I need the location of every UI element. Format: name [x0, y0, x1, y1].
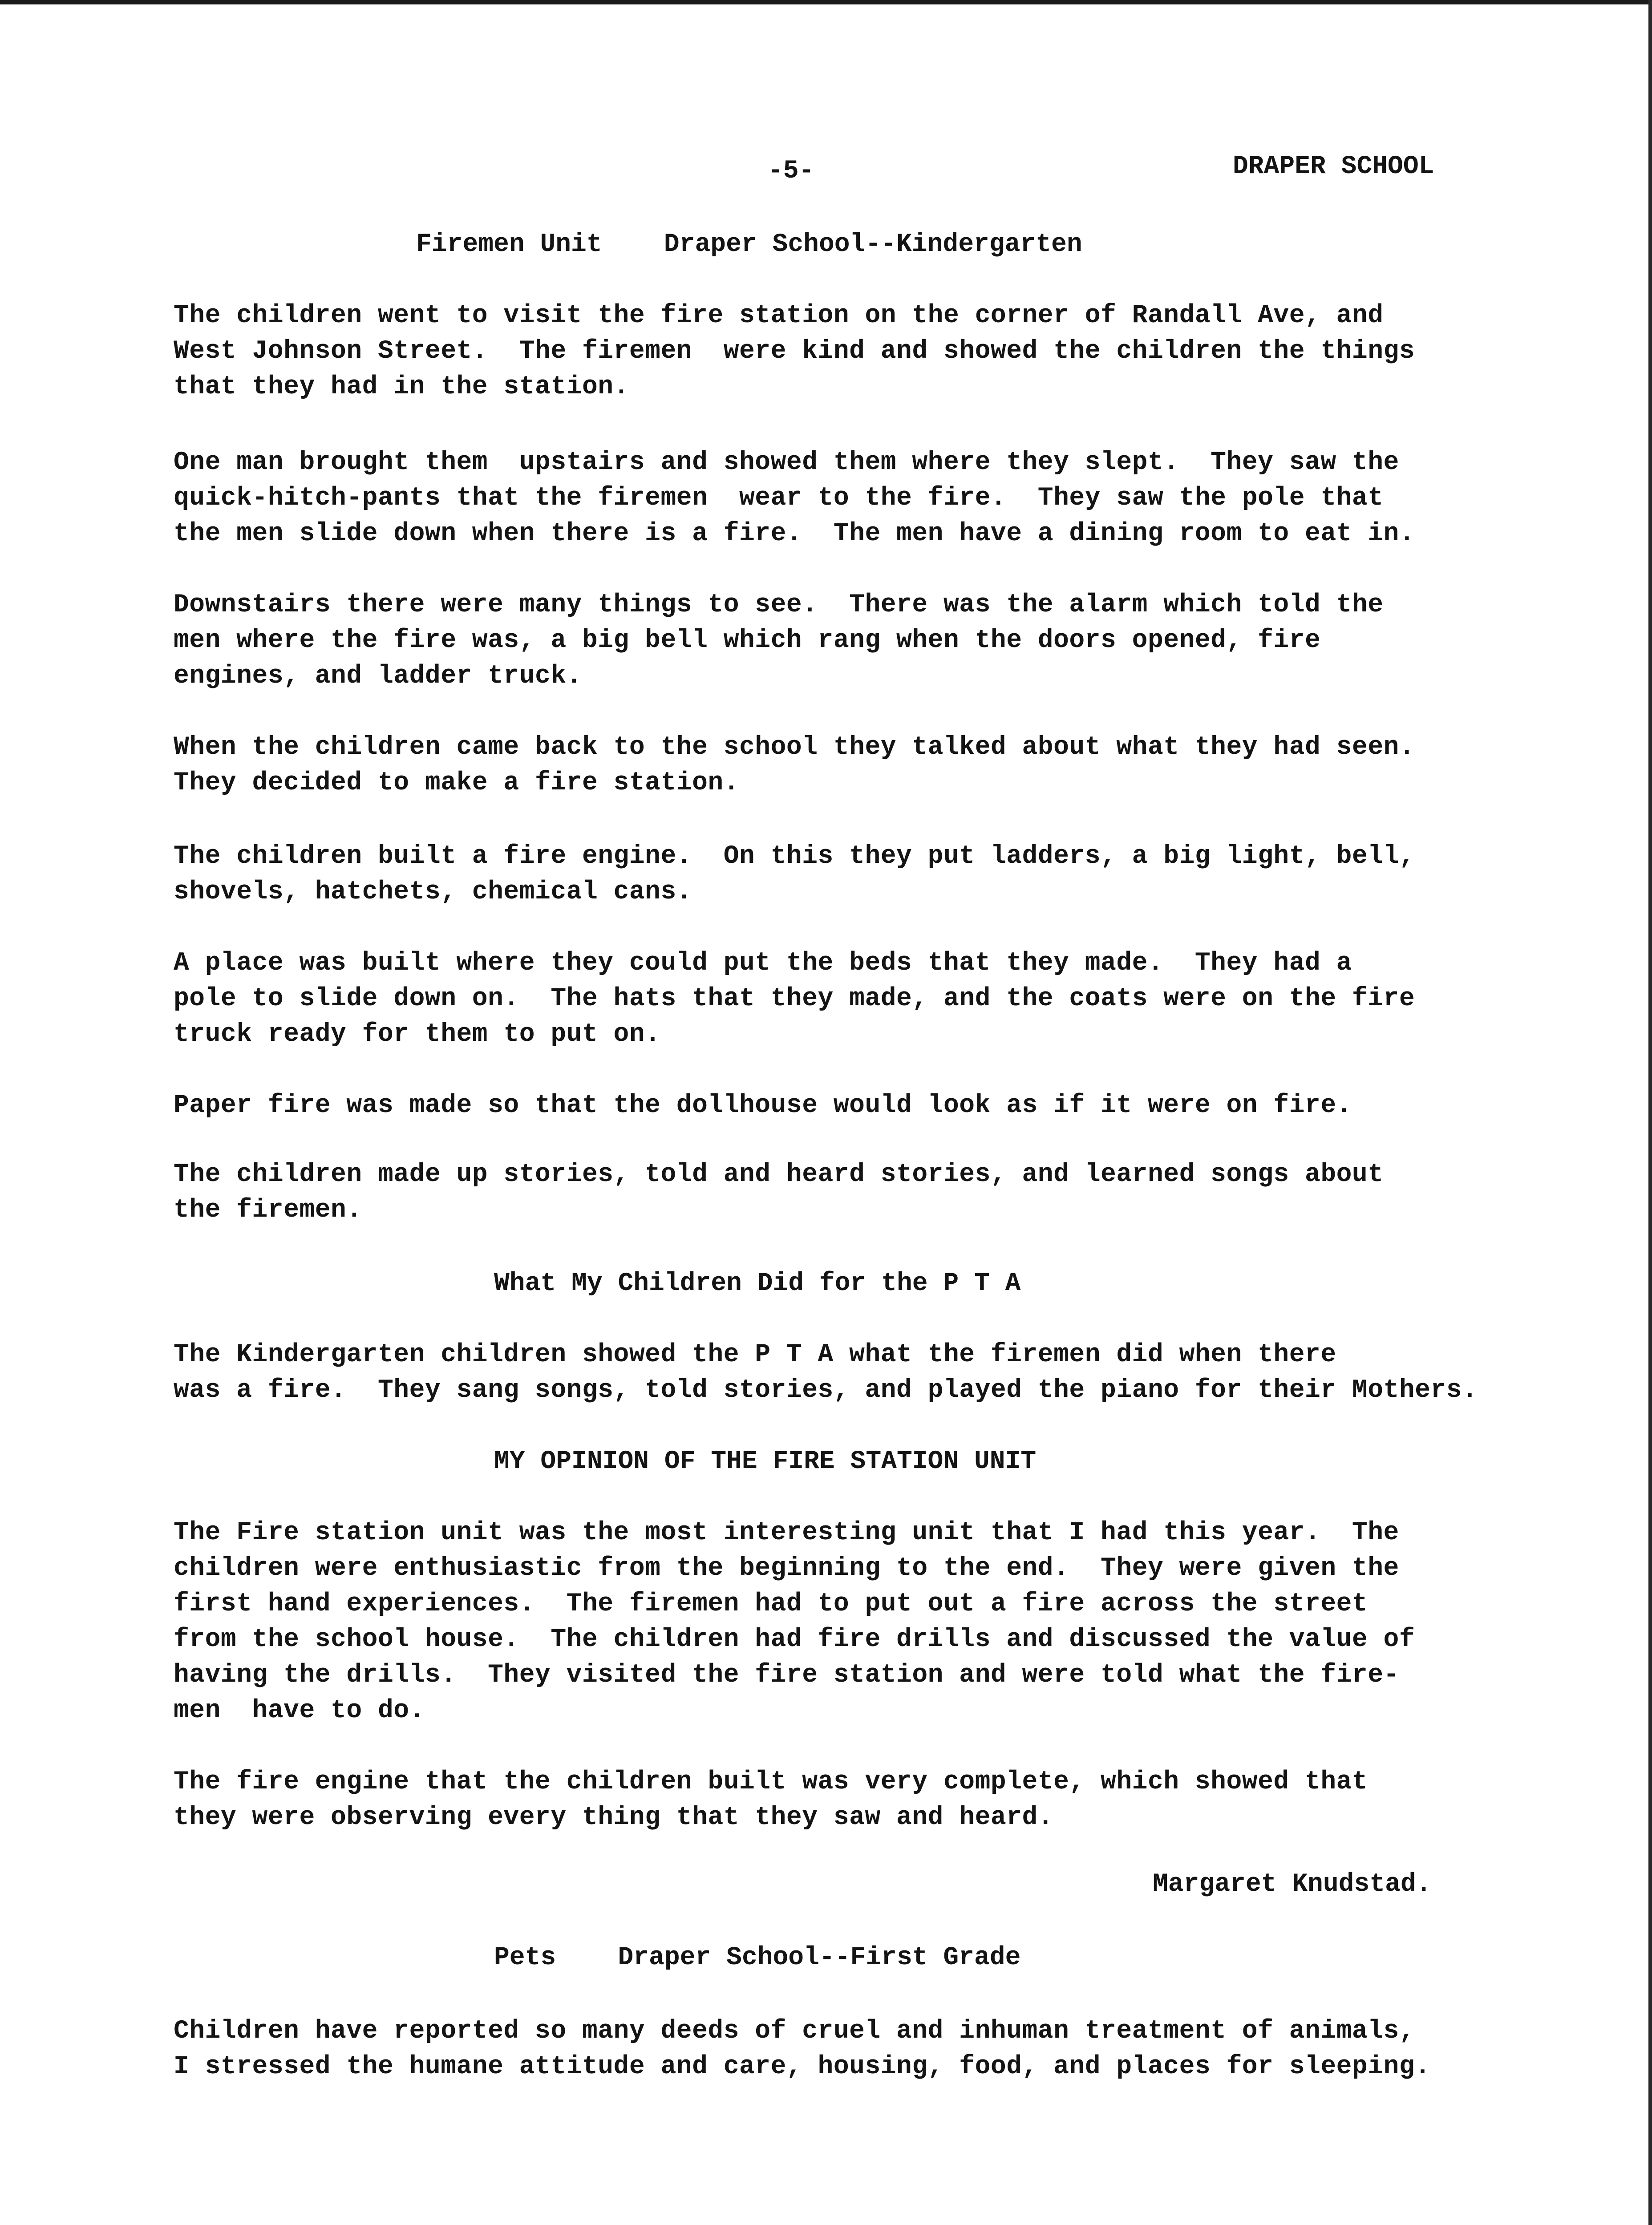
paragraph-line: men have to do.: [174, 1696, 425, 1725]
signature: Margaret Knudstad.: [1153, 1870, 1432, 1899]
paragraph-line: They decided to make a fire station.: [174, 769, 740, 797]
section-title-firemen-unit: Firemen Unit Draper School--Kindergarten: [416, 230, 1082, 259]
scan-edge-top: [0, 0, 1652, 4]
paragraph-line: The children made up stories, told and heard stories, and learned songs about: [174, 1160, 1384, 1189]
paragraph-line: Paper fire was made so that the dollhouse would look as if it were on fire.: [174, 1091, 1352, 1120]
paragraph-line: Children have reported so many deeds of cruel and inhuman treatment of animals,: [174, 2017, 1415, 2046]
paragraph-line: West Johnson Street. The firemen were kind and showed the children the things: [174, 337, 1415, 366]
paragraph-line: truck ready for them to put on.: [174, 1020, 661, 1049]
paragraph-line: The fire engine that the children built was very complete, which showed that: [174, 1768, 1368, 1796]
paragraph-line: quick-hitch-pants that the firemen wear to the fire. They saw the pole that: [174, 484, 1384, 513]
paragraph-line: I stressed the humane attitude and care, housing, food, and places for sleeping.: [174, 2052, 1431, 2081]
section-title-pta: What My Children Did for the P T A: [494, 1269, 1021, 1298]
paragraph-line: A place was built where they could put the beds that they made. They had a: [174, 949, 1352, 978]
paragraph-line: men where the fire was, a big bell which rang when the doors opened, fire: [174, 626, 1321, 655]
paragraph-line: from the school house. The children had fire drills and discussed the value of: [174, 1625, 1415, 1654]
paragraph-line: was a fire. They sang songs, told stories, and played the piano for their Mothers.: [174, 1376, 1478, 1405]
section-title-opinion: MY OPINION OF THE FIRE STATION UNIT: [494, 1447, 1037, 1476]
paragraph-line: shovels, hatchets, chemical cans.: [174, 878, 692, 906]
paragraph-line: Downstairs there were many things to see. There was the alarm which told the: [174, 591, 1384, 619]
paragraph-line: that they had in the station.: [174, 372, 629, 401]
paragraph-line: The Kindergarten children showed the P T A what the firemen did when there: [174, 1340, 1336, 1369]
paragraph-line: engines, and ladder truck.: [174, 662, 582, 691]
paragraph-line: The Fire station unit was the most interesting unit that I had this year. The: [174, 1518, 1399, 1547]
paragraph-line: having the drills. They visited the fire station and were told what the fire-: [174, 1661, 1399, 1690]
paragraph-line: first hand experiences. The firemen had to put out a fire across the street: [174, 1590, 1368, 1618]
paragraph-line: One man brought them upstairs and showed them where they slept. They saw the: [174, 448, 1399, 477]
paragraph-line: the men slide down when there is a fire. The men have a dining room to eat in.: [174, 519, 1415, 548]
paragraph-line: children were enthusiastic from the beginning to the end. They were given the: [174, 1554, 1399, 1583]
paragraph-line: the firemen.: [174, 1196, 362, 1225]
section-title-pets: Pets Draper School--First Grade: [494, 1943, 1021, 1972]
paragraph-line: The children built a fire engine. On this they put ladders, a big light, bell,: [174, 842, 1415, 871]
paragraph-line: When the children came back to the school they talked about what they had seen.: [174, 733, 1415, 762]
paragraph-line: they were observing every thing that they saw and heard.: [174, 1803, 1054, 1832]
scan-edge-right: [1648, 0, 1652, 2225]
page-number: -5-: [768, 157, 814, 186]
paragraph-line: The children went to visit the fire station on the corner of Randall Ave, and: [174, 301, 1384, 330]
paragraph-line: pole to slide down on. The hats that they made, and the coats were on the fire: [174, 984, 1415, 1013]
school-header: DRAPER SCHOOL: [1233, 152, 1434, 181]
